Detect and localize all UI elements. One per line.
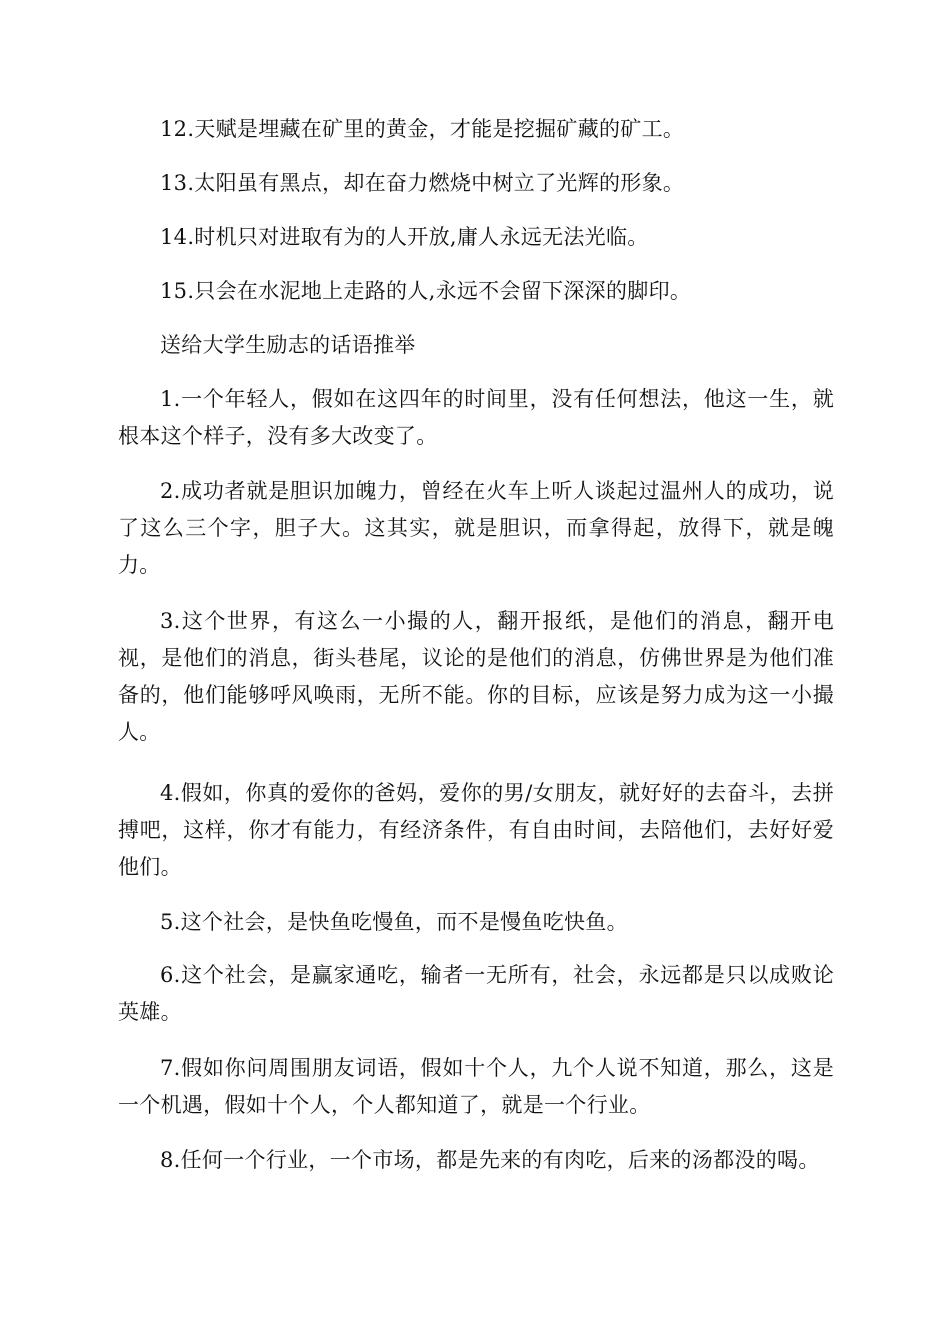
paragraph-item-4: 4.假如，你真的爱你的爸妈，爱你的男/女朋友，就好好的去奋斗，去拼搏吧，这样，你才有能力，有经济条件，有自由时间，去陪他们，去好好爱他们。: [118, 781, 834, 879]
paragraph-quote-14: 14.时机只对进取有为的人开放,庸人永远无法光临。: [160, 225, 649, 249]
paragraph-quote-15: 15.只会在水泥地上走路的人,永远不会留下深深的脚印。: [160, 279, 692, 303]
paragraph-quote-13: 13.太阳虽有黑点，却在奋力燃烧中树立了光辉的形象。: [160, 171, 685, 195]
paragraph-item-1: 1.一个年轻人，假如在这四年的时间里，没有任何想法，他这一生，就根本这个样子，没有多大改变了。: [118, 387, 834, 448]
paragraph-item-8: 8.任何一个行业，一个市场，都是先来的有肉吃，后来的汤都没的喝。: [160, 1148, 820, 1172]
paragraph-item-2: 2.成功者就是胆识加魄力，曾经在火车上听人谈起过温州人的成功，说了这么三个字，胆子大。这其实，就是胆识，而拿得起，放得下，就是魄力。: [118, 479, 834, 577]
paragraph-quote-12: 12.天赋是埋藏在矿里的黄金，才能是挖掘矿藏的矿工。: [160, 117, 685, 141]
paragraph-item-6: 6.这个社会，是赢家通吃，输者一无所有，社会，永远都是只以成败论英雄。: [118, 963, 834, 1024]
section-heading: 送给大学生励志的话语推举: [160, 333, 416, 357]
paragraph-item-3: 3.这个世界，有这么一小撮的人，翻开报纸，是他们的消息，翻开电视，是他们的消息，街头巷尾，议论的是他们的消息，仿佛世界是为他们准备的，他们能够呼风唤雨，无所不能。你的目标，应该是努力成为这一小撮人。: [118, 609, 834, 744]
paragraph-item-7: 7.假如你问周围朋友词语，假如十个人，九个人说不知道，那么，这是一个机遇，假如十个人，个人都知道了，就是一个行业。: [118, 1056, 834, 1117]
paragraph-item-5: 5.这个社会，是快鱼吃慢鱼，而不是慢鱼吃快鱼。: [160, 910, 628, 934]
